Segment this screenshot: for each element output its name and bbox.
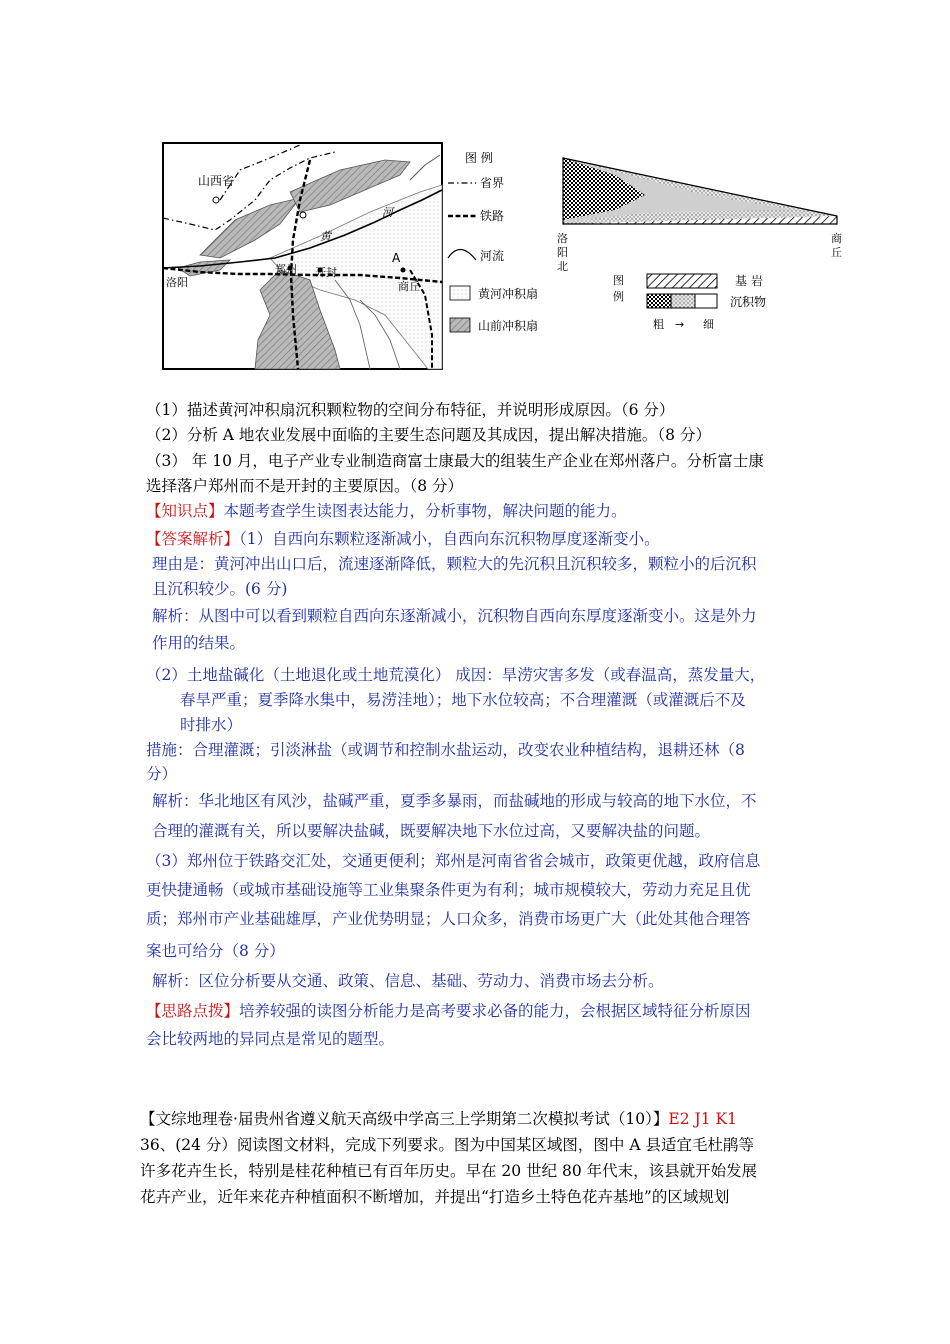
city-dot-north bbox=[300, 212, 306, 218]
answer-2-explain-line-1: 解析：华北地区有风沙，盐碱严重，夏季多暴雨，而盐碱地的形成与较高的地下水位，不 bbox=[152, 792, 757, 810]
answer-3-line-3: 质；郑州市产业基础雄厚，产业优势明显；人口众多，消费市场更广大（此处其他合理答 bbox=[146, 910, 751, 928]
knowledge-text: 本题考查学生读图表达能力，分析事物，解决问题的能力。 bbox=[223, 502, 627, 520]
knowledge-tag: 【知识点】 bbox=[146, 502, 224, 520]
tips-line-2: 会比较两地的异同点是常见的题型。 bbox=[146, 1030, 395, 1048]
answer-2-measure-line-1: 措施：合理灌溉；引淡淋盐（或调节和控制水盐运动，改变农业种植结构，退耕还林（8 bbox=[146, 741, 745, 759]
legend-railway-label: 铁路 bbox=[480, 209, 505, 223]
answer-2-line-1: （2）土地盐碱化（土地退化或土地荒漠化） 成因：旱涝灾害多发（或春温高，蒸发量大， bbox=[146, 666, 766, 684]
profile-legend-medium-swatch bbox=[671, 294, 695, 308]
answer-3-line-4: 案也可给分（8 分） bbox=[146, 942, 285, 960]
answer-1-explain-line-1: 解析：从图中可以看到颗粒自西向东逐渐减小，沉积物自西向东厚度逐渐变小。这是外力 bbox=[152, 607, 757, 625]
answer-1-line bbox=[146, 528, 660, 550]
legend-river-label: 河流 bbox=[480, 249, 505, 263]
legend-piedmont-fan-symbol bbox=[450, 318, 470, 332]
profile-grain-coarse: 粗 bbox=[653, 318, 664, 331]
knowledge-point bbox=[146, 500, 627, 522]
next-question-codes: E2 J1 K1 bbox=[668, 1110, 737, 1128]
profile-legend-sediment-label: 沉积物 bbox=[730, 295, 767, 309]
tips-line-1 bbox=[146, 1000, 751, 1022]
legend-piedmont-fan-label: 山前冲积扇 bbox=[478, 319, 539, 333]
profile-legend-bedrock-swatch bbox=[647, 274, 717, 288]
river-char-huang: 黄 bbox=[320, 230, 331, 243]
answer-2-measure-line-2: 分） bbox=[146, 765, 178, 783]
next-question-source: 【文综地理卷·届贵州省遵义航天高级中学高三上学期第二次模拟考试（10）】 bbox=[140, 1110, 669, 1128]
answer-2-line-2: 春旱严重；夏季降水集中，易涝洼地）；地下水位较高；不合理灌溉（或灌溉后不及 bbox=[180, 691, 746, 709]
question-1: （1）描述黄河冲积扇沉积颗粒物的空间分布特征，并说明形成原因。（6 分） bbox=[146, 401, 675, 419]
answer-3-line-1: （3）郑州位于铁路交汇处，交通更便利；郑州是河南省省会城市，政策更优越，政府信息 bbox=[146, 852, 761, 870]
city-luoyang: 洛阳 bbox=[166, 276, 188, 289]
tips-tag: 【思路点拨】 bbox=[146, 1002, 240, 1020]
region-map bbox=[160, 140, 555, 372]
profile-grain-arrow: → bbox=[675, 318, 685, 331]
city-zhengzhou: 郑州 bbox=[275, 263, 297, 276]
answer-2-explain-line-2: 合理的灌溉有关，所以要解决盐碱，既要解决地下水位过高，又要解决盐的问题。 bbox=[152, 822, 711, 840]
answer-1-reason-line-2: 且沉积较少。(6 分) bbox=[152, 580, 288, 598]
tips-text: 培养较强的读图分析能力是高考要求必备的能力，会根据区域特征分析原因 bbox=[239, 1002, 751, 1020]
answer-1-explain-line-2: 作用的结果。 bbox=[152, 634, 246, 652]
profile-right-label: 商丘 bbox=[831, 232, 842, 259]
legend-yellow-fan-label: 黄河冲积扇 bbox=[478, 287, 539, 301]
profile-legend-bedrock-label: 基 岩 bbox=[735, 274, 763, 288]
answer-tag: 【答案解析】 bbox=[146, 530, 240, 548]
point-a-label: A bbox=[392, 251, 401, 265]
question-3-line-1: （3） 年 10 月，电子产业专业制造商富士康最大的组装生产企业在郑州落户。分析富士康 bbox=[146, 452, 764, 470]
city-shangqiu: 商丘 bbox=[398, 280, 420, 293]
legend-yellow-fan-symbol bbox=[450, 286, 470, 300]
profile-legend-title: 图例 bbox=[613, 274, 624, 303]
next-question-header bbox=[140, 1108, 737, 1130]
next-question-line-3: 花卉产业，近年来花卉种植面积不断增加，并提出“打造乡土特色花卉基地”的区域规划 bbox=[140, 1188, 730, 1206]
answer-1-reason-line-1: 理由是：黄河冲出山口后，流速逐渐降低，颗粒大的先沉积且沉积较多，颗粒小的后沉积 bbox=[152, 555, 757, 573]
profile-legend-fine-swatch bbox=[695, 294, 717, 308]
answer-3-explain: 解析：区位分析要从交通、政策、信息、基础、劳动力、消费市场去分析。 bbox=[152, 972, 664, 990]
legend-province-label: 省界 bbox=[480, 176, 505, 190]
city-dot-shangqiu bbox=[401, 268, 406, 273]
next-question-line-1: 36、(24 分）阅读图文材料，完成下列要求。图为中国某区域图，图中 A 县适宜毛杜鹃等 bbox=[140, 1136, 754, 1154]
profile-left-label: 洛阳北 bbox=[557, 232, 568, 273]
question-3-line-2: 选择落户郑州而不是开封的主要原因。（8 分） bbox=[146, 477, 464, 495]
legend-river-symbol bbox=[448, 249, 476, 260]
city-kaifeng: 开封 bbox=[315, 266, 337, 279]
map-legend-title: 图 例 bbox=[465, 151, 493, 165]
answer-1-text: （1）自西向东颗粒逐渐减小，自西向东沉积物厚度逐渐变小。 bbox=[239, 530, 660, 548]
profile-grain-fine: 细 bbox=[703, 318, 714, 331]
next-question-line-2: 许多花卉生长，特别是桂花种植已有百年历史。早在 20 世纪 80 年代末，该县就开始发展 bbox=[140, 1162, 758, 1180]
profile-legend-coarse-swatch bbox=[647, 294, 671, 308]
city-dot-shanxi bbox=[213, 197, 219, 203]
answer-3-line-2: 更快捷通畅（或城市基础设施等工业集聚条件更为有利；城市规模较大，劳动力充足且优 bbox=[146, 881, 751, 899]
question-2: （2）分析 A 地农业发展中面临的主要生态问题及其成因，提出解决措施。（8 分） bbox=[146, 426, 711, 444]
river-char-he: 河 bbox=[382, 206, 393, 219]
province-label: 山西省 bbox=[198, 174, 235, 188]
answer-2-line-3: 时排水） bbox=[180, 716, 243, 734]
sediment-profile bbox=[555, 150, 855, 342]
